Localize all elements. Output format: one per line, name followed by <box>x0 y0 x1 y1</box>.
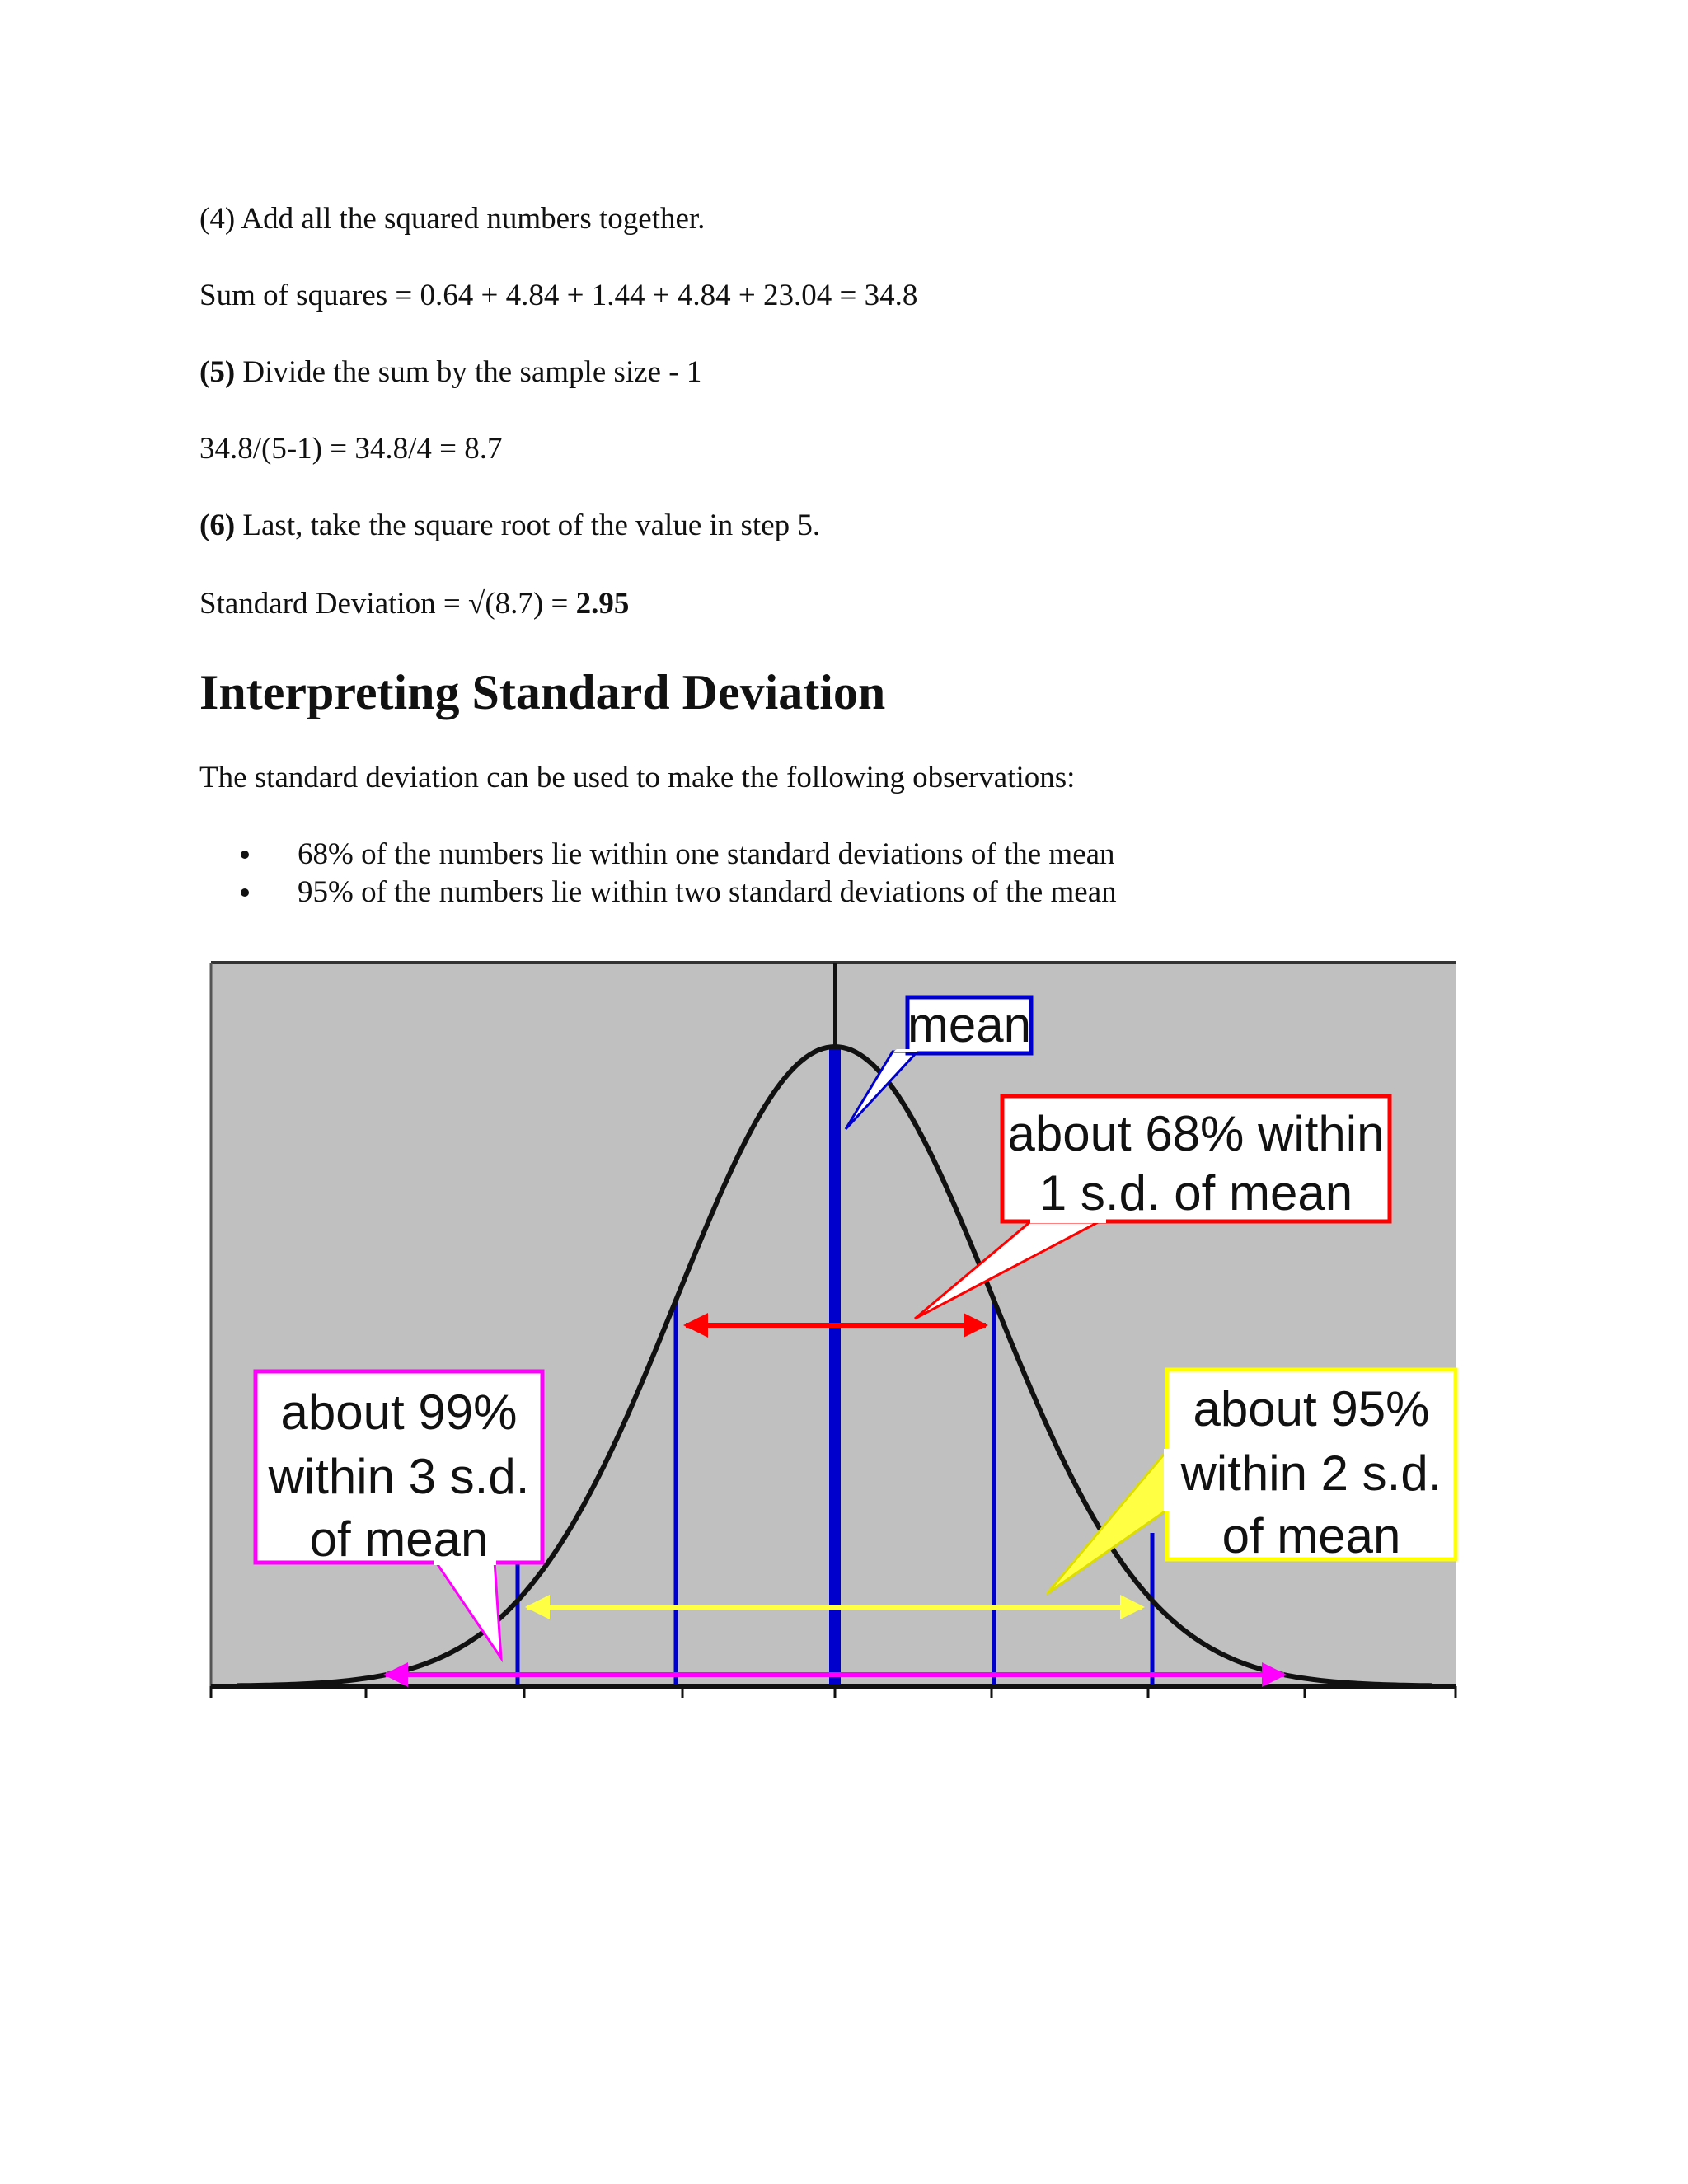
sd-result-prefix: Standard Deviation = √(8.7) = <box>199 587 576 621</box>
standard-deviation-result <box>199 586 629 622</box>
intro-text: The standard deviation can be used to make the following observations: <box>199 761 1076 794</box>
list-item-text: 95% of the numbers lie within two standard deviations of the mean <box>298 875 1117 909</box>
division-text: 34.8/(5-1) = 34.8/4 = 8.7 <box>199 432 503 466</box>
sd-result-value: 2.95 <box>575 587 630 621</box>
step-6-label: (6) <box>199 509 236 542</box>
bullet-icon <box>241 888 249 897</box>
step-5-label: (5) <box>199 355 236 389</box>
three-sd-callout-line3: of mean <box>309 1511 489 1567</box>
two-sd-callout-line3: of mean <box>1221 1508 1401 1563</box>
list-item <box>199 836 1117 874</box>
three-sd-callout-line2: within 3 s.d. <box>268 1449 530 1504</box>
list-item <box>199 874 1117 912</box>
step-6-text <box>199 508 820 544</box>
step-4-text: (4) Add all the squared numbers together. <box>199 202 706 236</box>
one-sd-callout-line2: 1 s.d. of mean <box>1039 1165 1353 1221</box>
sum-of-squares-text: Sum of squares = 0.64 + 4.84 + 1.44 + 4.84 + 23.04 = 34.8 <box>199 279 918 312</box>
bullet-icon <box>241 851 249 859</box>
one-sd-callout-line1: about 68% within <box>1007 1106 1385 1161</box>
observation-list <box>199 836 1117 912</box>
mean-callout-text: mean <box>907 997 1032 1052</box>
step-5-body: Divide the sum by the sample size - 1 <box>235 355 702 389</box>
two-sd-callout-join <box>1164 1449 1171 1511</box>
two-sd-callout-line1: about 95% <box>1193 1381 1430 1436</box>
list-item-text: 68% of the numbers lie within one standard deviations of the mean <box>298 837 1115 871</box>
normal-distribution-figure <box>204 956 1465 1747</box>
step-5-text <box>199 354 701 391</box>
step-6-body: Last, take the square root of the value in step 5. <box>235 509 821 542</box>
two-sd-callout-line2: within 2 s.d. <box>1180 1446 1442 1501</box>
three-sd-callout-line1: about 99% <box>280 1385 518 1440</box>
section-heading: Interpreting Standard Deviation <box>199 665 886 719</box>
